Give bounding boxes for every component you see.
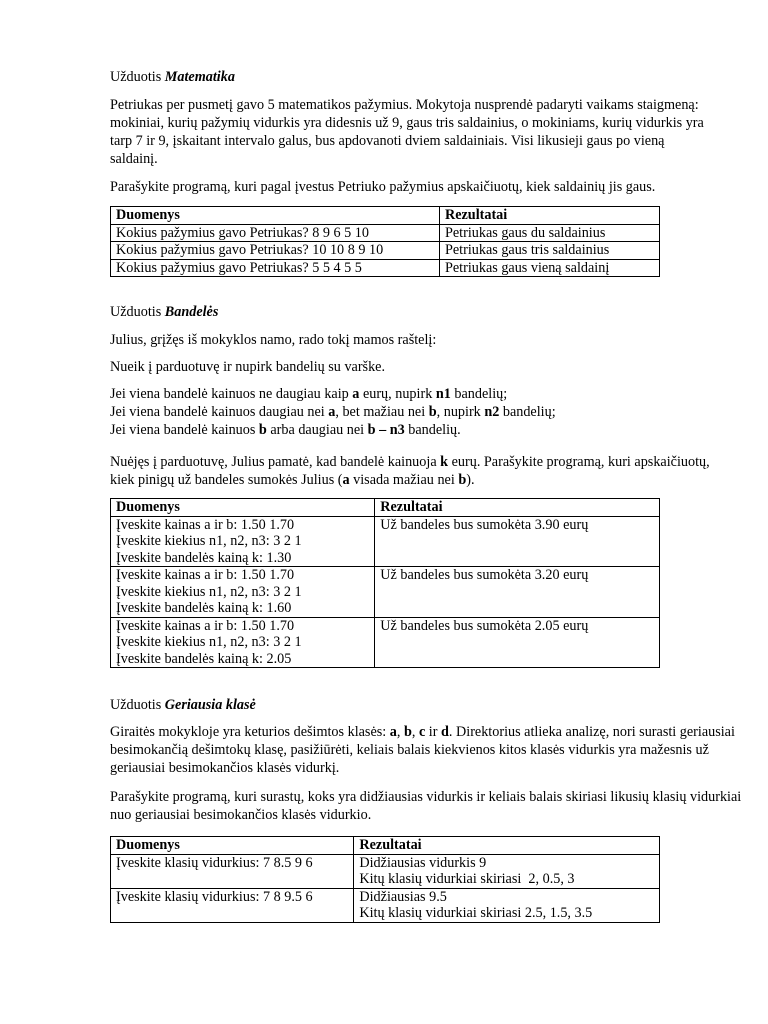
table-cell: Už bandeles bus sumokėta 3.20 eurų: [375, 567, 660, 618]
table-cell: Įveskite kainas a ir b: 1.50 1.70 Įveskite kiekius n1, n2, n3: 3 2 1 Įveskite bandelės kainą k: 1.30: [111, 516, 375, 567]
table-cell: Už bandeles bus sumokėta 2.05 eurų: [375, 617, 660, 668]
task2-table: [110, 498, 660, 668]
table-cell: Įveskite klasių vidurkius: 7 8.5 9 6: [111, 854, 354, 888]
task1-title: [110, 68, 660, 86]
table-cell: Įveskite kainas a ir b: 1.50 1.70 Įveskite kiekius n1, n2, n3: 3 2 1 Įveskite bandelės kainą k: 1.60: [111, 567, 375, 618]
task3-title-name: Geriausia klasė: [164, 697, 256, 713]
task2-intro: Julius, grįžęs iš mokyklos namo, rado tokį mamos raštelį:: [110, 332, 437, 348]
task3-description: Giraitės mokykloje yra keturios dešimtos klasės: a, b, c ir d. Direktorius atlieka analizę, nori surasti geriausiai besimokančią dešimtokų klasę, pasižiūrėti, keliais balais kiekvienos kitos klasės vidurkis yra mažesnis už geriausiai besimokančios klasės vidurkį.: [110, 724, 735, 776]
table-cell: Petriukas gaus vieną saldainį: [439, 259, 659, 277]
table-cell: Įveskite kainas a ir b: 1.50 1.70 Įveskite kiekius n1, n2, n3: 3 2 1 Įveskite bandelės kainą k: 2.05: [111, 617, 375, 668]
task1-title-prefix: Užduotis: [110, 69, 162, 85]
table-header-cell: Rezultatai: [375, 499, 660, 517]
table-cell: Petriukas gaus tris saldainius: [439, 242, 659, 260]
rule-line-3: Jei viena bandelė kainuos b arba daugiau nei b – n3 bandelių.: [110, 422, 461, 438]
table-row: [111, 259, 660, 277]
rule-line-1: Jei viena bandelė kainuos ne daugiau kaip a eurų, nupirk n1 bandelių;: [110, 386, 508, 402]
table-cell: Kokius pažymius gavo Petriukas? 8 9 6 5 10: [111, 224, 440, 242]
table-row: [111, 224, 660, 242]
table-cell: Didžiausias vidurkis 9 Kitų klasių vidurkiai skiriasi 2, 0.5, 3: [354, 854, 660, 888]
table-cell: Kokius pažymius gavo Petriukas? 10 10 8 9 10: [111, 242, 440, 260]
table-header-cell: Duomenys: [111, 207, 440, 225]
task3-table: [110, 836, 660, 923]
table-row: [111, 617, 660, 668]
table-header-cell: Rezultatai: [354, 837, 660, 855]
table-header-row: [111, 499, 660, 517]
table-row: [111, 567, 660, 618]
table-cell: Petriukas gaus du saldainius: [439, 224, 659, 242]
table-row: [111, 888, 660, 922]
task3-title-prefix: Užduotis: [110, 697, 162, 713]
task3-instruction: Parašykite programą, kuri surastų, koks yra didžiausias vidurkis ir keliais balais skiriasi likusių klasių vidurkiai nuo geriausiai besimokančios klasės vidurkio.: [110, 789, 742, 823]
task1-table: [110, 206, 660, 277]
table-row: [111, 854, 660, 888]
task2-instruction: Nuėjęs į parduotuvę, Julius pamatė, kad bandelė kainuoja k eurų. Parašykite programą, kuri apskaičiuotų, kiek pinigų už bandeles sumokės Julius (a visada mažiau nei b).: [110, 454, 710, 488]
task1-description: Petriukas per pusmetį gavo 5 matematikos pažymius. Mokytoja nusprendė padaryti vaikams staigmeną: mokiniai, kurių pažymių vidurkis yra didesnis už 9, gaus tris saldainius, o mokiniams, kurių vidurkis yra tarp 7 ir 9, įskaitant intervalo galus, bus apdovanoti dviem saldainiais. Visi likusieji gaus po vieną saldainį.: [110, 97, 704, 167]
table-cell: Didžiausias 9.5 Kitų klasių vidurkiai skiriasi 2.5, 1.5, 3.5: [354, 888, 660, 922]
table-header-cell: Duomenys: [111, 499, 375, 517]
task2-rules: [110, 385, 730, 439]
task2-note: Nueik į parduotuvę ir nupirk bandelių su varške.: [110, 359, 386, 375]
task1-instruction: Parašykite programą, kuri pagal įvestus Petriuko pažymius apskaičiuotų, kiek saldainių jis gaus.: [110, 179, 656, 195]
rule-line-2: Jei viena bandelė kainuos daugiau nei a, bet mažiau nei b, nupirk n2 bandelių;: [110, 404, 556, 420]
table-cell: Kokius pažymius gavo Petriukas? 5 5 4 5 5: [111, 259, 440, 277]
task1-title-name: Matematika: [164, 69, 235, 85]
table-header-row: [111, 837, 660, 855]
table-header-cell: Duomenys: [111, 837, 354, 855]
task3-title: [110, 696, 660, 714]
table-header-row: [111, 207, 660, 225]
task2-title: [110, 303, 660, 321]
table-header-cell: Rezultatai: [439, 207, 659, 225]
table-row: [111, 242, 660, 260]
table-row: [111, 516, 660, 567]
table-cell: Už bandeles bus sumokėta 3.90 eurų: [375, 516, 660, 567]
table-cell: Įveskite klasių vidurkius: 7 8 9.5 6: [111, 888, 354, 922]
task2-title-name: Bandelės: [164, 304, 219, 320]
task2-title-prefix: Užduotis: [110, 304, 162, 320]
